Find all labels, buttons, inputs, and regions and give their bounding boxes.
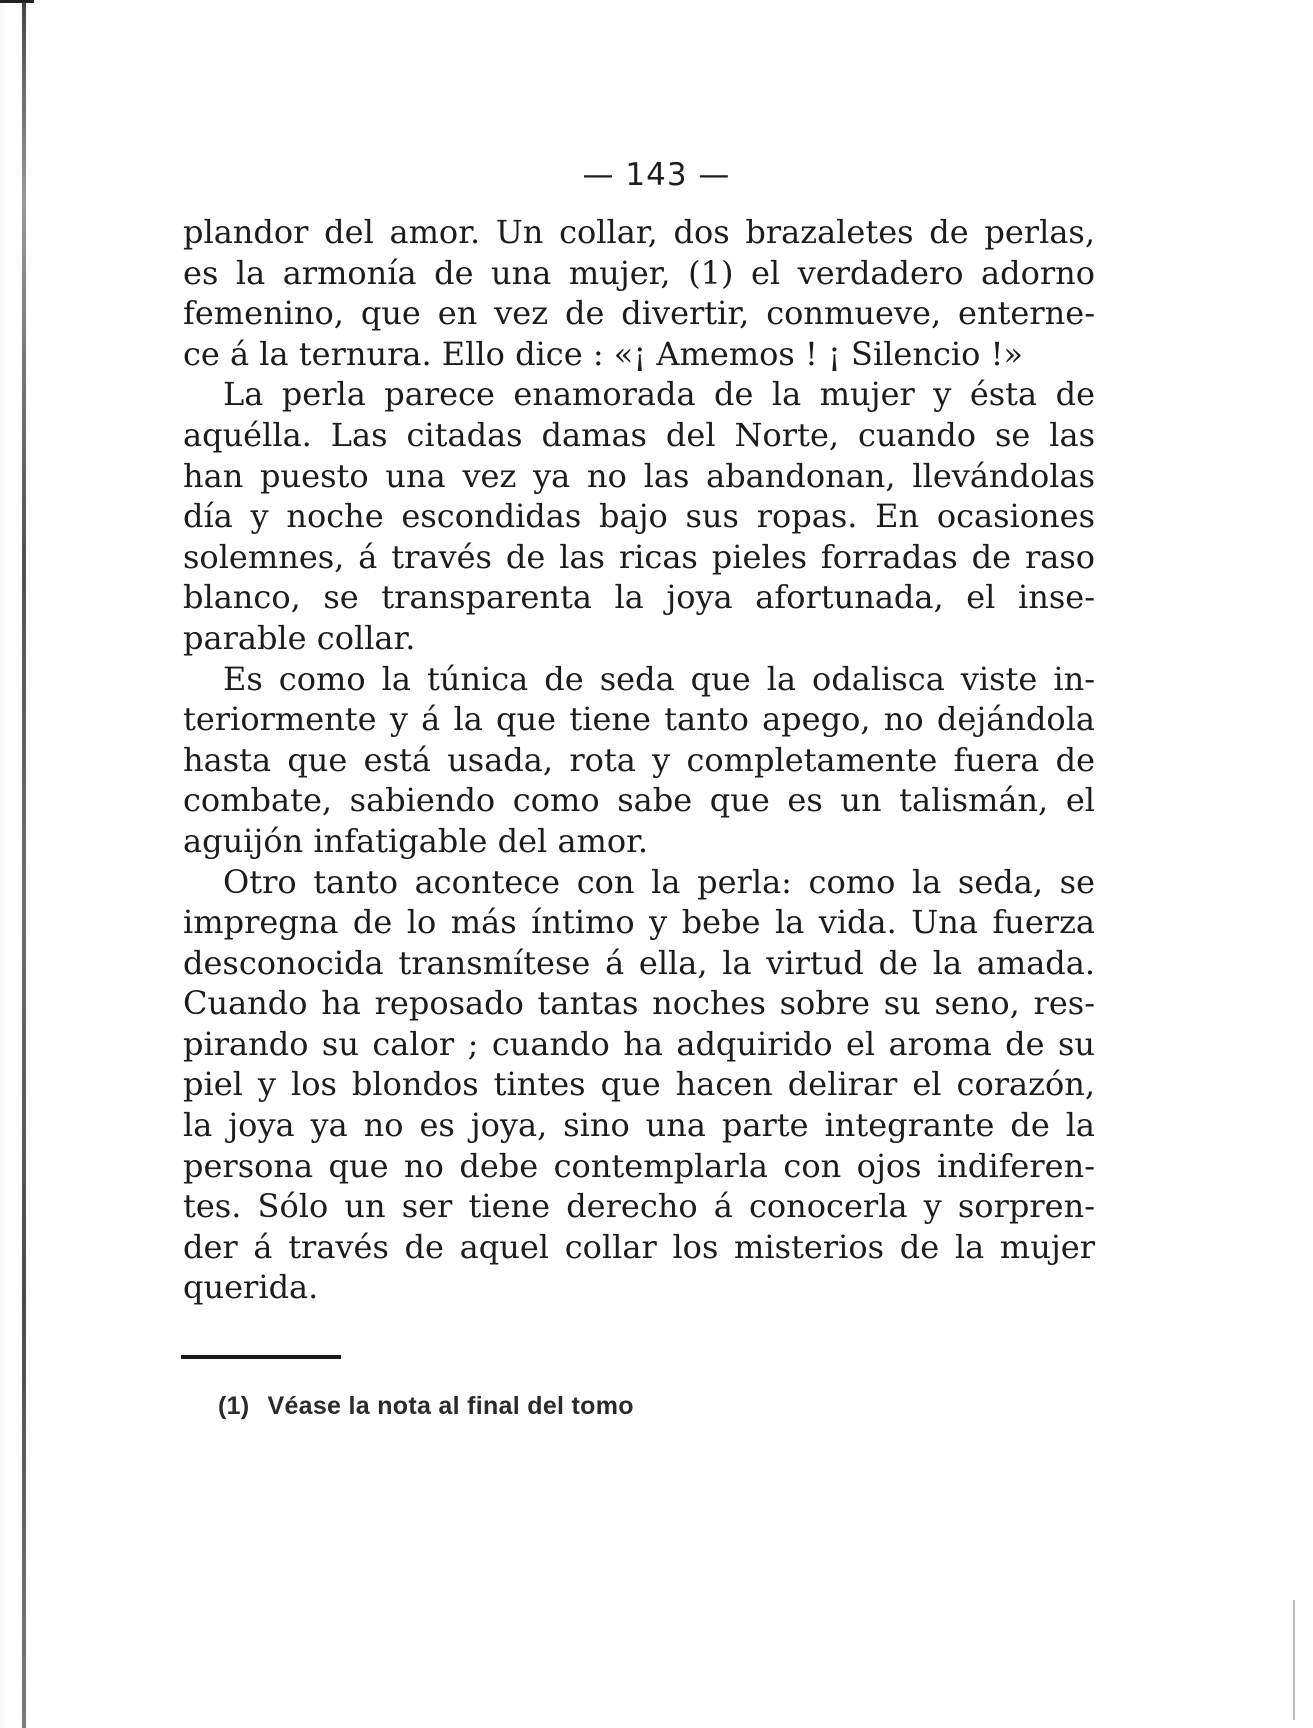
footnote-mark: (1) [218,1392,250,1420]
text-line: querida. [183,1268,319,1307]
text-line: pirando su calor ; cuando ha adquirido el aroma de su [183,1024,1095,1063]
text-line: teriormente y á la que tiene tanto apego, no dejándola [183,700,1095,739]
text-line: aguijón infatigable del amor. [183,821,649,860]
page-number: — 143 — [582,157,731,193]
binding-mark [0,0,34,13]
text-line: der á través de aquel collar los misterios de la mujer [183,1227,1095,1266]
text-line: la joya ya no es joya, sino una parte integrante de la [183,1106,1095,1145]
text-line: Cuando ha reposado tantas noches sobre su seno, res- [183,984,1095,1023]
text-line: solemnes, á través de las ricas pieles forradas de raso [183,537,1095,576]
scan-artifact [1293,1600,1295,1720]
text-line: blanco, se transparenta la joya afortunada, el inse- [183,578,1095,617]
page-binding-edge [22,0,26,1728]
text-line: aquélla. Las citadas damas del Norte, cuando se las [183,415,1095,454]
text-line: plandor del amor. Un collar, dos brazaletes de perlas, [183,213,1095,251]
text-line: Es como la túnica de seda que la odalisca viste in- [223,659,1095,698]
text-line: ce á la ternura. Ello dice : «¡ Amemos ! ¡ Silencio !» [183,334,1023,373]
text-line: es la armonía de una mujer, (1) el verdadero adorno [183,253,1095,292]
text-line: desconocida transmítese á ella, la virtud de la amada. [183,943,1095,982]
text-line: han puesto una vez ya no las abandonan, llevándolas [183,456,1095,495]
text-line: La perla parece enamorada de la mujer y ésta de [223,375,1095,414]
text-line: persona que no debe contemplarla con ojos indiferen- [183,1146,1095,1185]
text-line: impregna de lo más íntimo y bebe la vida. Una fuerza [183,903,1095,942]
text-line: femenino, que en vez de divertir, conmueve, enterne- [183,294,1095,333]
footnote-rule [181,1355,341,1359]
text-line: hasta que está usada, rota y completamente fuera de [183,740,1095,779]
footnote-text: Véase la nota al final del tomo [267,1392,634,1420]
text-line: parable collar. [183,618,416,657]
text-line: piel y los blondos tintes que hacen delirar el corazón, [183,1065,1095,1104]
footnote [218,1392,634,1421]
text-line: Otro tanto acontece con la perla: como la seda, se [223,862,1095,901]
text-line: tes. Sólo un ser tiene derecho á conocerla y sorpren- [183,1187,1095,1226]
body-text [183,212,1095,1308]
text-line: combate, sabiendo como sabe que es un talismán, el [183,781,1095,820]
text-line: día y noche escondidas bajo sus ropas. En ocasiones [183,497,1095,536]
